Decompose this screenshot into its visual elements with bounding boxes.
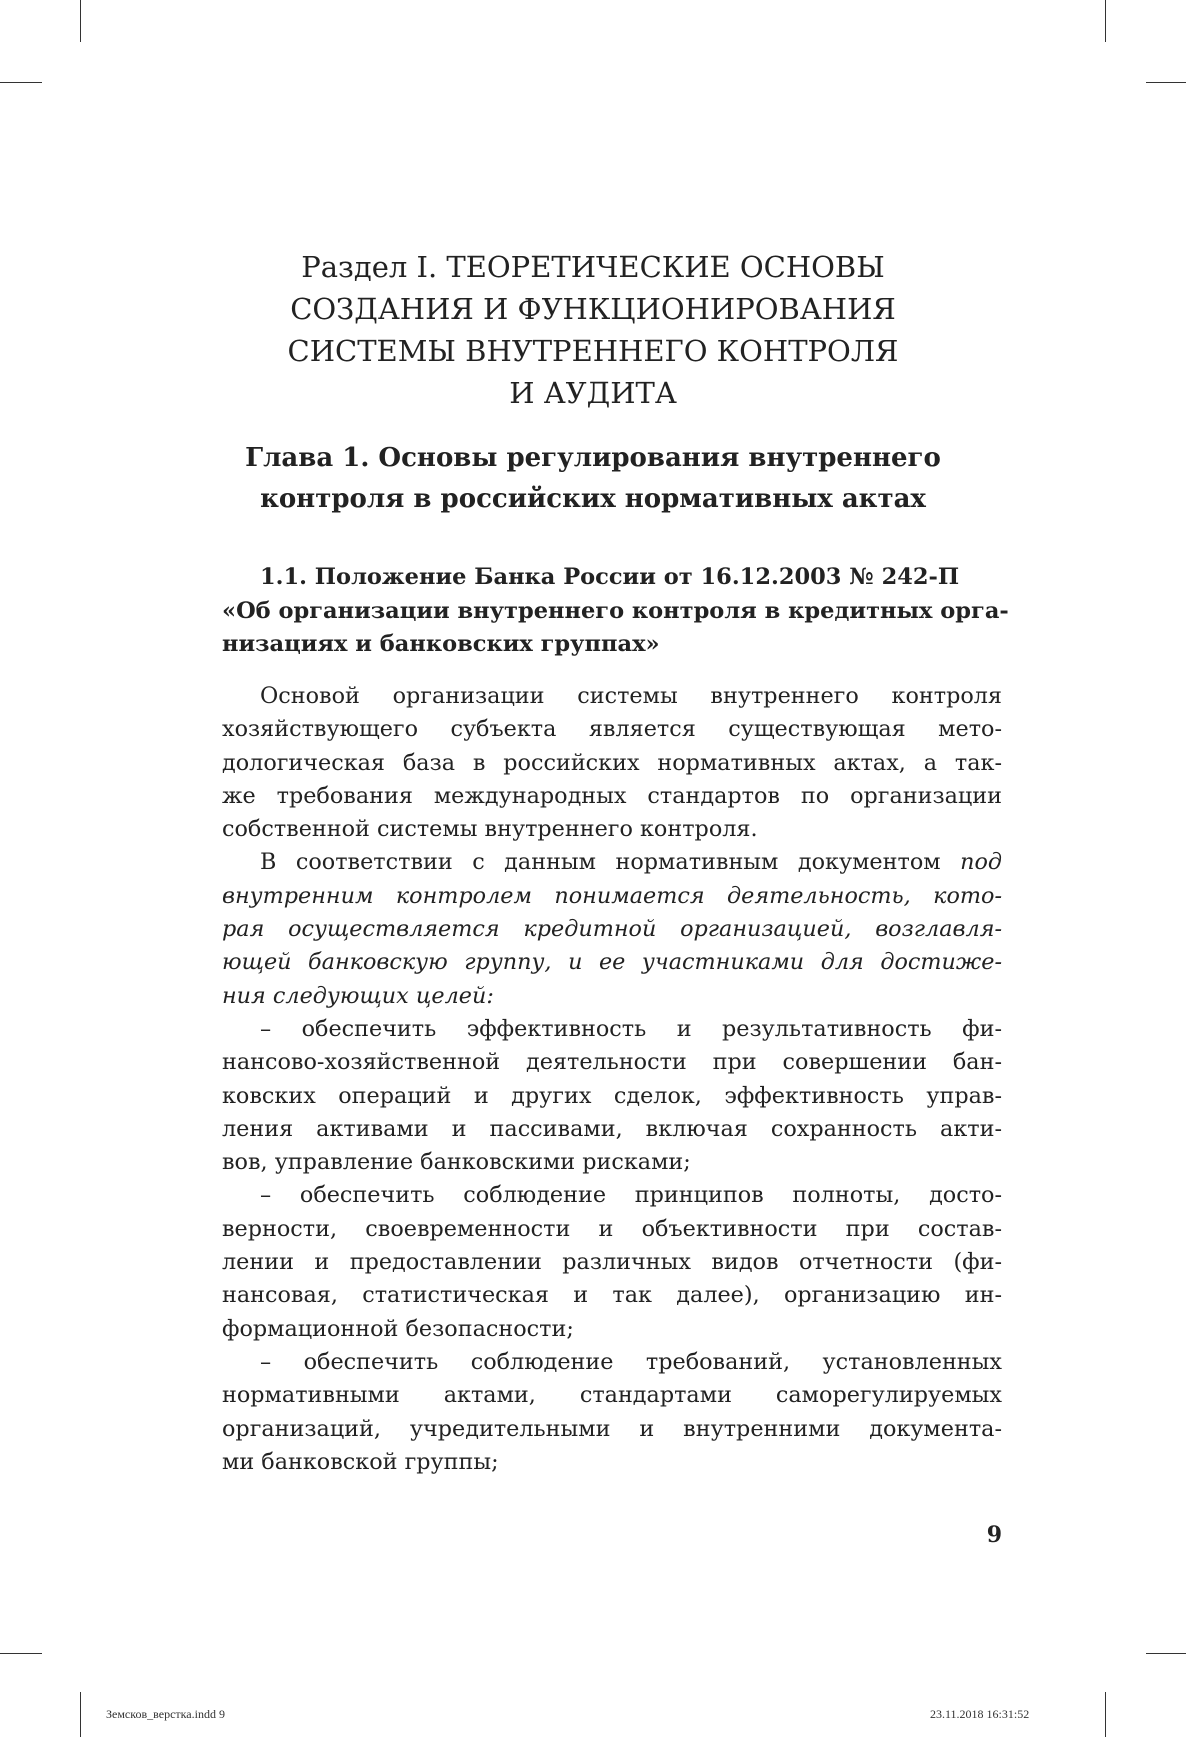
list-item-compliance xyxy=(222,1346,1002,1479)
text-line: нормативными актами, стандартами саморегулируемых xyxy=(222,1382,1002,1409)
crop-mark-left-upper xyxy=(0,82,42,83)
paragraph-intro xyxy=(222,680,1002,846)
section-title-line: СИСТЕМЫ ВНУТРЕННЕГО КОНТРОЛЯ xyxy=(287,334,899,368)
text-line xyxy=(222,846,1002,879)
crop-mark-top-left xyxy=(80,0,81,42)
text-line: лении и предоставлении различных видов отчетности (фи- xyxy=(222,1249,1002,1276)
subsection-title xyxy=(222,561,1009,662)
text-line: собственной системы внутреннего контроля. xyxy=(222,816,758,843)
page-number: 9 xyxy=(986,1522,1002,1548)
text-line: формационной безопасности; xyxy=(222,1315,574,1342)
list-item-reporting xyxy=(222,1179,1002,1345)
text-line: организаций, учредительными и внутренними документа- xyxy=(222,1415,1002,1442)
crop-mark-right-upper xyxy=(1146,82,1186,83)
chapter-title-line: контроля в российских нормативных актах xyxy=(260,484,926,514)
list-item-efficiency xyxy=(222,1013,1002,1179)
subsection-title-line: «Об организации внутреннего контроля в кредитных орга- xyxy=(222,597,1009,624)
paragraph-definition xyxy=(222,846,1002,1012)
section-title-line: Раздел I. ТЕОРЕТИЧЕСКИЕ ОСНОВЫ xyxy=(301,250,885,284)
section-title-line: СОЗДАНИЯ И ФУНКЦИОНИРОВАНИЯ xyxy=(290,292,896,326)
text-line: нансово-хозяйственной деятельности при совершении бан- xyxy=(222,1049,1002,1076)
text-line: верности, своевременности и объективности при состав- xyxy=(222,1215,1002,1242)
text-italic: под xyxy=(960,849,1002,876)
text-line-italic: ющей банковскую группу, и ее участниками для достиже- xyxy=(222,949,1002,976)
text-line-italic: рая осуществляется кредитной организацией, возглавля- xyxy=(222,916,1002,943)
chapter-title xyxy=(0,438,1186,520)
text-line: ковских операций и других сделок, эффективность управ- xyxy=(222,1082,1002,1109)
body-text xyxy=(222,680,1002,1479)
section-title-line: И АУДИТА xyxy=(509,376,677,410)
footer-filename: Земсков_верстка.indd 9 xyxy=(106,1707,225,1721)
subsection-title-line: 1.1. Положение Банка России от 16.12.2003 № 242-П xyxy=(260,564,960,590)
text-line: – обеспечить соблюдение требований, установленных xyxy=(260,1348,1002,1375)
text-line: дологическая база в российских нормативных актах, а так- xyxy=(222,749,1002,776)
text-line-italic: ния следующих целей: xyxy=(222,982,494,1009)
chapter-title-line: Глава 1. Основы регулирования внутреннего xyxy=(245,443,941,473)
crop-mark-bottom-right xyxy=(1105,1692,1106,1737)
text-line: хозяйствующего субъекта является существующая мето- xyxy=(222,716,1002,743)
crop-mark-left-lower xyxy=(0,1653,42,1654)
crop-mark-top-right xyxy=(1105,0,1106,42)
footer-timestamp: 23.11.2018 16:31:52 xyxy=(930,1707,1030,1721)
text-line: нансовая, статистическая и так далее), организацию ин- xyxy=(222,1282,1002,1309)
section-title xyxy=(0,246,1186,414)
text-line: Основой организации системы внутреннего контроля xyxy=(260,683,1002,709)
subsection-title-line: низациях и банковских группах» xyxy=(222,631,660,657)
crop-mark-bottom-left xyxy=(80,1692,81,1737)
text-line: – обеспечить соблюдение принципов полноты, досто- xyxy=(260,1182,1002,1209)
text-line-italic: внутренним контролем понимается деятельность, кото- xyxy=(222,882,1002,909)
text-line: вов, управление банковскими рисками; xyxy=(222,1149,691,1176)
crop-mark-right-lower xyxy=(1146,1653,1186,1654)
text-line: же требования международных стандартов по организации xyxy=(222,782,1002,809)
text-line: ми банковской группы; xyxy=(222,1448,499,1475)
text-line: – обеспечить эффективность и результативность фи- xyxy=(260,1015,1002,1042)
text-plain: В соответствии с данным нормативным документом xyxy=(260,849,961,876)
text-line: ления активами и пассивами, включая сохранность акти- xyxy=(222,1115,1002,1142)
